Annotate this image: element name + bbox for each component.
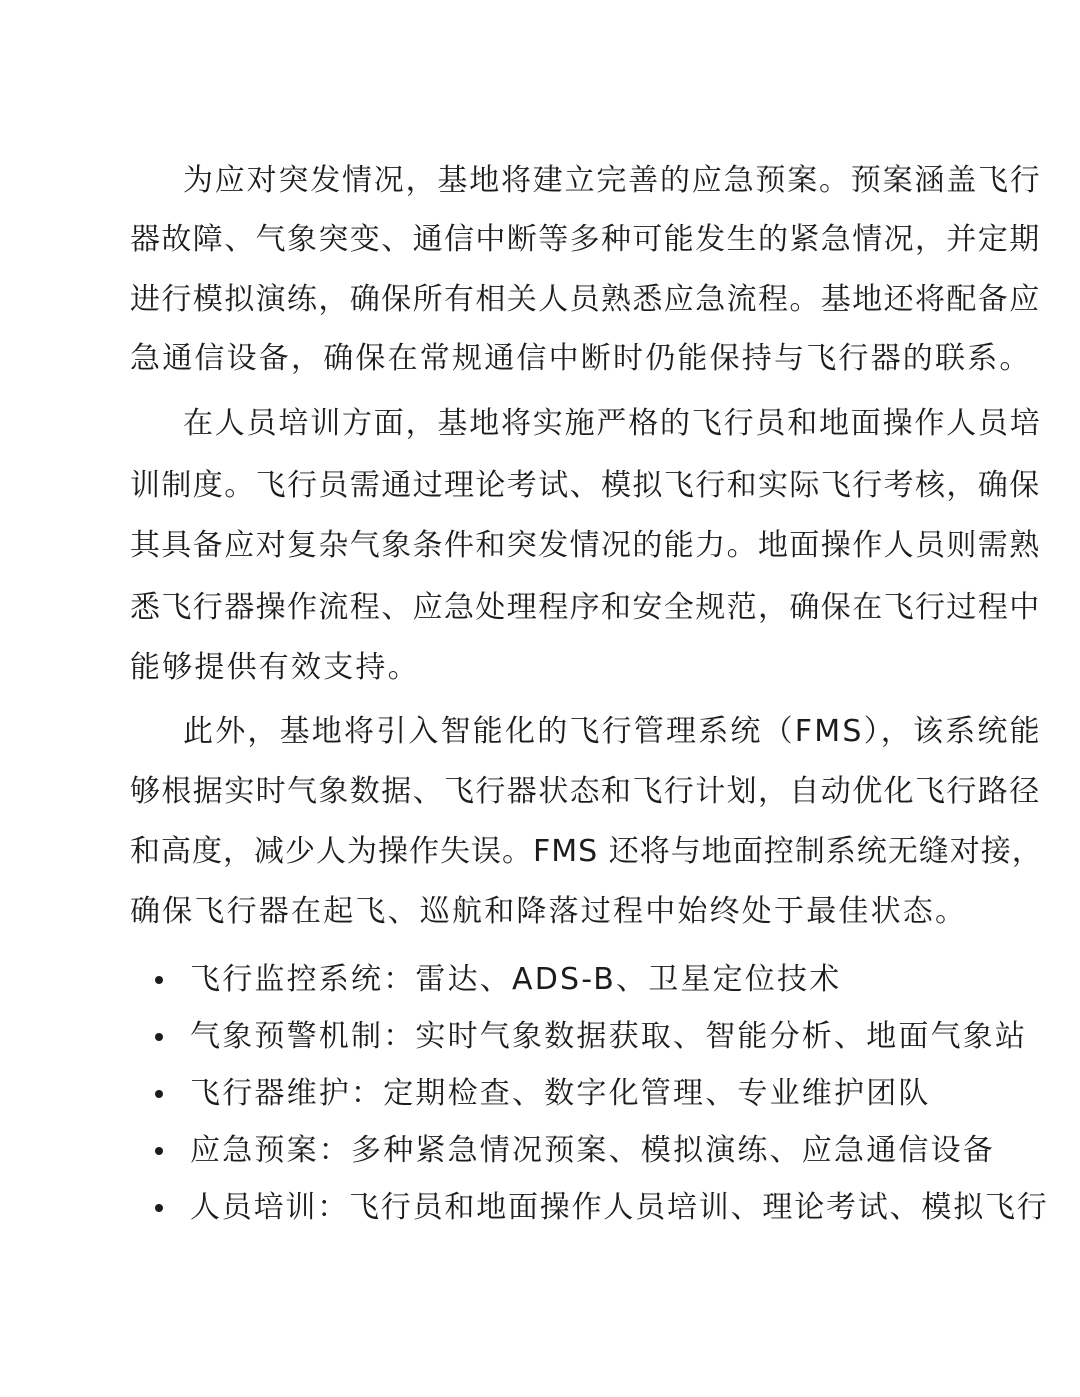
paragraph-line: 在人员培训方面，基地将实施严格的飞行员和地面操作人员培: [183, 406, 1042, 441]
paragraph-line: 进行模拟演练，确保所有相关人员熟悉应急流程。基地还将配备应: [130, 282, 1041, 317]
paragraph-line: 够根据实时气象数据、飞行器状态和飞行计划，自动优化飞行路径: [130, 774, 1041, 809]
paragraph-line: 能够提供有效支持。: [130, 650, 420, 685]
bullet-icon: [155, 1090, 163, 1098]
paragraph-line: 为应对突发情况，基地将建立完善的应急预案。预案涵盖飞行: [183, 163, 1042, 198]
list-item-text: 飞行监控系统：雷达、ADS-B、卫星定位技术: [190, 962, 842, 997]
bullet-icon: [155, 1204, 163, 1212]
list-item-text: 应急预案：多种紧急情况预案、模拟演练、应急通信设备: [190, 1133, 995, 1168]
list-item-text: 飞行器维护：定期检查、数字化管理、专业维护团队: [190, 1076, 931, 1111]
paragraph-line: 和高度，减少人为操作失误。FMS 还将与地面控制系统无缝对接，: [130, 834, 1043, 869]
paragraph-line: 其具备应对复杂气象条件和突发情况的能力。地面操作人员则需熟: [130, 528, 1041, 563]
paragraph-line: 悉飞行器操作流程、应急处理程序和安全规范，确保在飞行过程中: [130, 590, 1041, 625]
paragraph-line: 此外，基地将引入智能化的飞行管理系统（FMS），该系统能: [183, 714, 1042, 749]
bullet-icon: [155, 1147, 163, 1155]
paragraph-line: 训制度。飞行员需通过理论考试、模拟飞行和实际飞行考核，确保: [130, 468, 1041, 503]
paragraph-line: 器故障、气象突变、通信中断等多种可能发生的紧急情况，并定期: [130, 222, 1041, 257]
paragraph-line: 急通信设备，确保在常规通信中断时仍能保持与飞行器的联系。: [130, 341, 1032, 376]
bullet-icon: [155, 976, 163, 984]
list-item-text: 人员培训：飞行员和地面操作人员培训、理论考试、模拟飞行: [190, 1190, 1049, 1225]
bullet-icon: [155, 1033, 163, 1041]
paragraph-line: 确保飞行器在起飞、巡航和降落过程中始终处于最佳状态。: [130, 894, 968, 929]
list-item-text: 气象预警机制：实时气象数据获取、智能分析、地面气象站: [190, 1019, 1028, 1054]
